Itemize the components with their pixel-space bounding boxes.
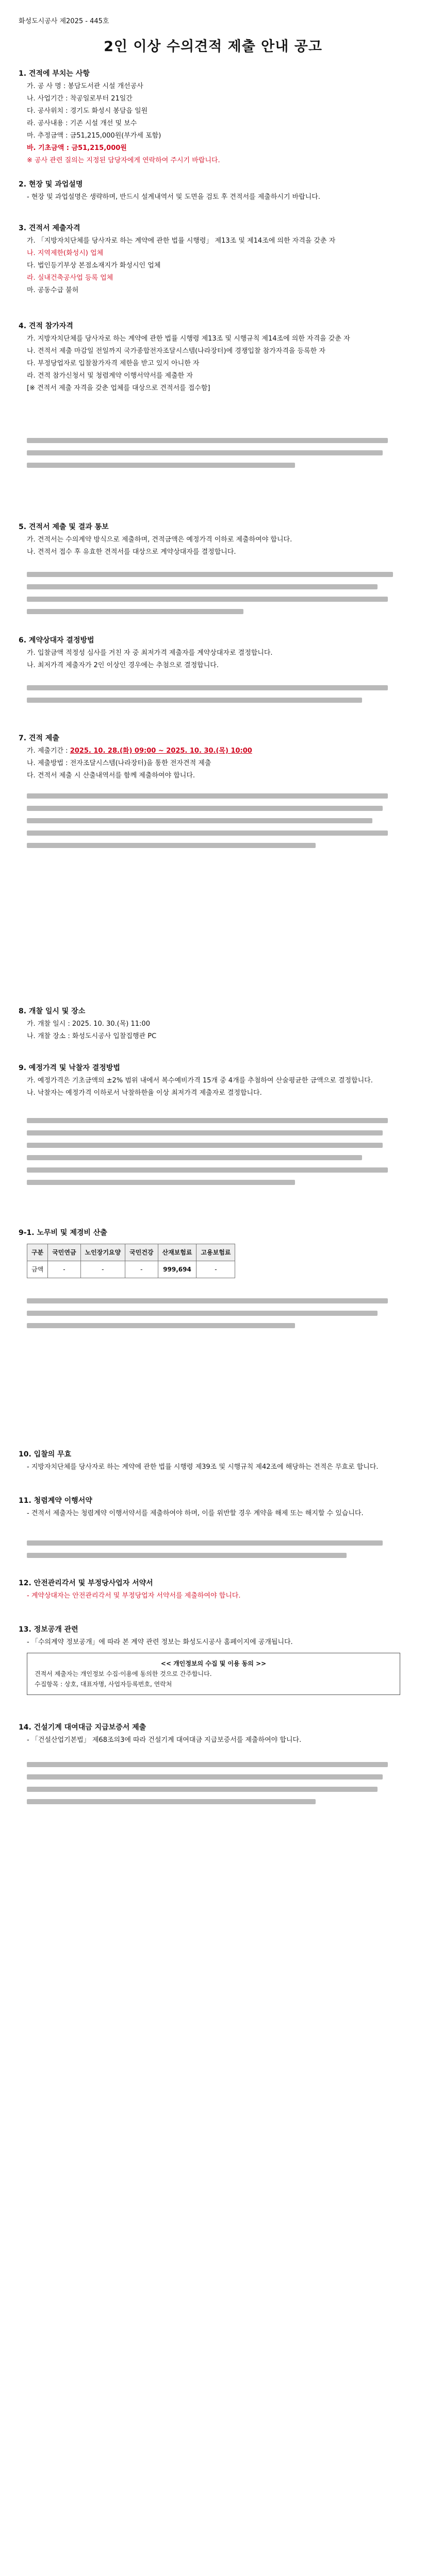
s1-item: 가. 공 사 명 : 봉담도서관 시설 개선공사 — [27, 82, 143, 90]
s12-text: - 계약상대자는 안전관리각서 및 부정당업자 서약서를 제출하여야 합니다. — [27, 1592, 241, 1600]
section-1 — [19, 67, 400, 167]
section-6 — [19, 634, 400, 672]
faint-text-block — [19, 685, 400, 710]
section-4 — [19, 319, 400, 395]
table-cell: 999,694 — [158, 1261, 196, 1278]
s7-item: 나. 제출방법 : 전자조달시스템(나라장터)을 통한 전자견적 제출 — [27, 759, 211, 767]
faint-text-block — [19, 572, 400, 621]
section-8-title: 8. 개찰 일시 및 장소 — [19, 1007, 86, 1015]
section-10-title: 10. 입찰의 무효 — [19, 1450, 72, 1459]
s1-item: 라. 공사내용 : 기존 시설 개선 및 보수 — [27, 120, 137, 127]
s1-item: 다. 공사위치 : 경기도 화성시 봉담읍 일원 — [27, 107, 148, 115]
faint-text-block — [19, 438, 400, 475]
s10-text: - 지방자치단체를 당사자로 하는 계약에 관한 법률 시행령 제39조 및 시행규칙 제42조에 해당하는 견적은 무효로 합니다. — [27, 1463, 379, 1471]
faint-text-block — [19, 1118, 400, 1192]
section-2-title: 2. 현장 및 과업설명 — [19, 180, 83, 189]
s7-date-label: 가. 제출기간 : — [27, 747, 68, 755]
table-header: 노인장기요양 — [80, 1244, 125, 1261]
notice-number: 화성도시공사 제2025 - 445호 — [19, 18, 109, 25]
section-4-title: 4. 견적 참가자격 — [19, 322, 73, 330]
s1-note: ※ 공사 관련 질의는 지정된 담당자에게 연락하여 주시기 바랍니다. — [27, 157, 220, 164]
s1-item: 마. 추정금액 : 금51,215,000원(부가세 포함) — [27, 132, 161, 140]
s1-item: 바. 기초금액 : 금51,215,000원 — [27, 144, 127, 152]
section-7 — [19, 732, 400, 782]
s4-item: 라. 견적 참가신청서 및 청렴계약 이행서약서를 제출한 자 — [27, 372, 193, 380]
section-2 — [19, 178, 400, 204]
privacy-box-line: 견적서 제출자는 개인정보 수집·이용에 동의한 것으로 간주합니다. — [35, 1670, 212, 1677]
s4-item: 다. 부정당업자로 입찰참가자격 제한을 받고 있지 아니한 자 — [27, 360, 200, 367]
section-13-title: 13. 정보공개 관련 — [19, 1625, 78, 1634]
s7-date-value: 2025. 10. 28.(화) 09:00 ~ 2025. 10. 30.(목) 10:00 — [70, 747, 252, 755]
s1-item: 나. 사업기간 : 착공일로부터 21일간 — [27, 95, 133, 103]
s2-text: - 현장 및 과업설명은 생략하며, 반드시 설계내역서 및 도면을 검토 후 견적서를 제출하시기 바랍니다. — [27, 193, 320, 201]
s3-item: 라. 실내건축공사업 등록 업체 — [27, 274, 113, 282]
table-header: 국민건강 — [125, 1244, 158, 1261]
s4-note: [※ 견적서 제출 자격을 갖춘 업체를 대상으로 견적서를 접수함] — [27, 384, 210, 392]
faint-text-block — [19, 1540, 400, 1565]
s13-text: - 「수의계약 정보공개」에 따라 본 계약 관련 정보는 화성도시공사 홈페이지에 공개됩니다. — [27, 1638, 293, 1646]
section-3-title: 3. 견적서 제출자격 — [19, 224, 80, 232]
s6-item: 가. 입찰금액 적정성 심사를 거친 자 중 최저가격 제출자를 계약상대자로 결정합니다. — [27, 649, 273, 657]
section-14-title: 14. 건설기계 대여대금 지급보증서 제출 — [19, 1723, 146, 1732]
section-5 — [19, 520, 400, 558]
section-9b-title: 9-1. 노무비 및 제경비 산출 — [19, 1229, 107, 1237]
table-header: 고용보험료 — [196, 1244, 235, 1261]
section-8 — [19, 1005, 400, 1043]
section-12 — [19, 1577, 400, 1602]
s14-text: - 「건설산업기본법」 제68조의3에 따라 건설기계 대여대금 지급보증서를 제출하여야 합니다. — [27, 1736, 302, 1744]
insurance-table — [27, 1244, 235, 1278]
s4-item: 나. 견적서 제출 마감일 전일까지 국가종합전자조달시스템(나라장터)에 경쟁입찰 참가자격을 등록한 자 — [27, 347, 325, 355]
section-14 — [19, 1721, 400, 1747]
table-cell: - — [48, 1261, 80, 1278]
privacy-box-title: << 개인정보의 수집 및 이용 동의 >> — [160, 1660, 267, 1667]
s4-item: 가. 지방자치단체를 당사자로 하는 계약에 관한 법률 시행령 제13조 및 시행규칙 제14조에 의한 자격을 갖춘 자 — [27, 335, 350, 343]
privacy-box-line: 수집항목 : 상호, 대표자명, 사업자등록번호, 연락처 — [35, 1681, 172, 1688]
s3-item: 가. 「지방자치단체를 당사자로 하는 계약에 관한 법률 시행령」 제13조 및 제14조에 의한 자격을 갖춘 자 — [27, 237, 336, 245]
table-header: 구분 — [27, 1244, 48, 1261]
s8-item: 가. 개찰 일시 : 2025. 10. 30.(목) 11:00 — [27, 1020, 150, 1028]
faint-text-block — [19, 1298, 400, 1335]
s7-item: 다. 견적서 제출 시 산출내역서를 함께 제출하여야 합니다. — [27, 772, 195, 779]
s9-item: 가. 예정가격은 기초금액의 ±2% 범위 내에서 복수예비가격 15개 중 4개를 추첨하여 산술평균한 금액으로 결정합니다. — [27, 1077, 373, 1084]
faint-text-block — [19, 793, 400, 855]
section-11-title: 11. 청렴계약 이행서약 — [19, 1497, 92, 1505]
table-header: 국민연금 — [48, 1244, 80, 1261]
section-6-title: 6. 계약상대자 결정방법 — [19, 636, 94, 645]
table-cell: - — [80, 1261, 125, 1278]
section-9 — [19, 1061, 400, 1099]
s9-item: 나. 낙찰자는 예정가격 이하로서 낙찰하한율 이상 최저가격 제출자로 결정합니다. — [27, 1089, 262, 1097]
table-cell: - — [196, 1261, 235, 1278]
section-13 — [19, 1623, 400, 1699]
section-7-title: 7. 견적 제출 — [19, 734, 59, 742]
section-5-title: 5. 견적서 제출 및 결과 통보 — [19, 523, 109, 531]
table-cell: - — [125, 1261, 158, 1278]
s3-item: 마. 공동수급 불허 — [27, 286, 79, 294]
section-9b — [19, 1226, 400, 1282]
table-header: 산재보험료 — [158, 1244, 196, 1261]
privacy-box — [27, 1653, 400, 1695]
s8-item: 나. 개찰 장소 : 화성도시공사 입찰집행관 PC — [27, 1032, 157, 1040]
s3-item: 나. 지역제한(화성시) 업체 — [27, 249, 104, 257]
faint-text-block — [19, 1762, 400, 1811]
s3-item: 다. 법인등기부상 본점소재지가 화성시인 업체 — [27, 262, 161, 269]
section-11 — [19, 1494, 400, 1520]
section-1-title: 1. 견적에 부치는 사항 — [19, 70, 90, 78]
section-3 — [19, 222, 400, 297]
page-title: 2인 이상 수의견적 제출 안내 공고 — [104, 39, 322, 55]
section-9-title: 9. 예정가격 및 낙찰자 결정방법 — [19, 1064, 120, 1072]
s11-text: - 견적서 제출자는 청렴계약 이행서약서를 제출하여야 하며, 이를 위반할 경우 계약을 해제 또는 해지할 수 있습니다. — [27, 1510, 364, 1517]
s6-item: 나. 최저가격 제출자가 2인 이상인 경우에는 추첨으로 결정합니다. — [27, 662, 219, 669]
s5-note: 나. 견적서 접수 후 유효한 견적서를 대상으로 계약상대자를 결정합니다. — [27, 548, 236, 556]
section-10 — [19, 1448, 400, 1473]
section-12-title: 12. 안전관리각서 및 부정당사업자 서약서 — [19, 1579, 153, 1587]
s5-note: 가. 견적서는 수의계약 방식으로 제출하며, 견적금액은 예정가격 이하로 제출하여야 합니다. — [27, 536, 292, 544]
table-cell: 금액 — [27, 1261, 48, 1278]
